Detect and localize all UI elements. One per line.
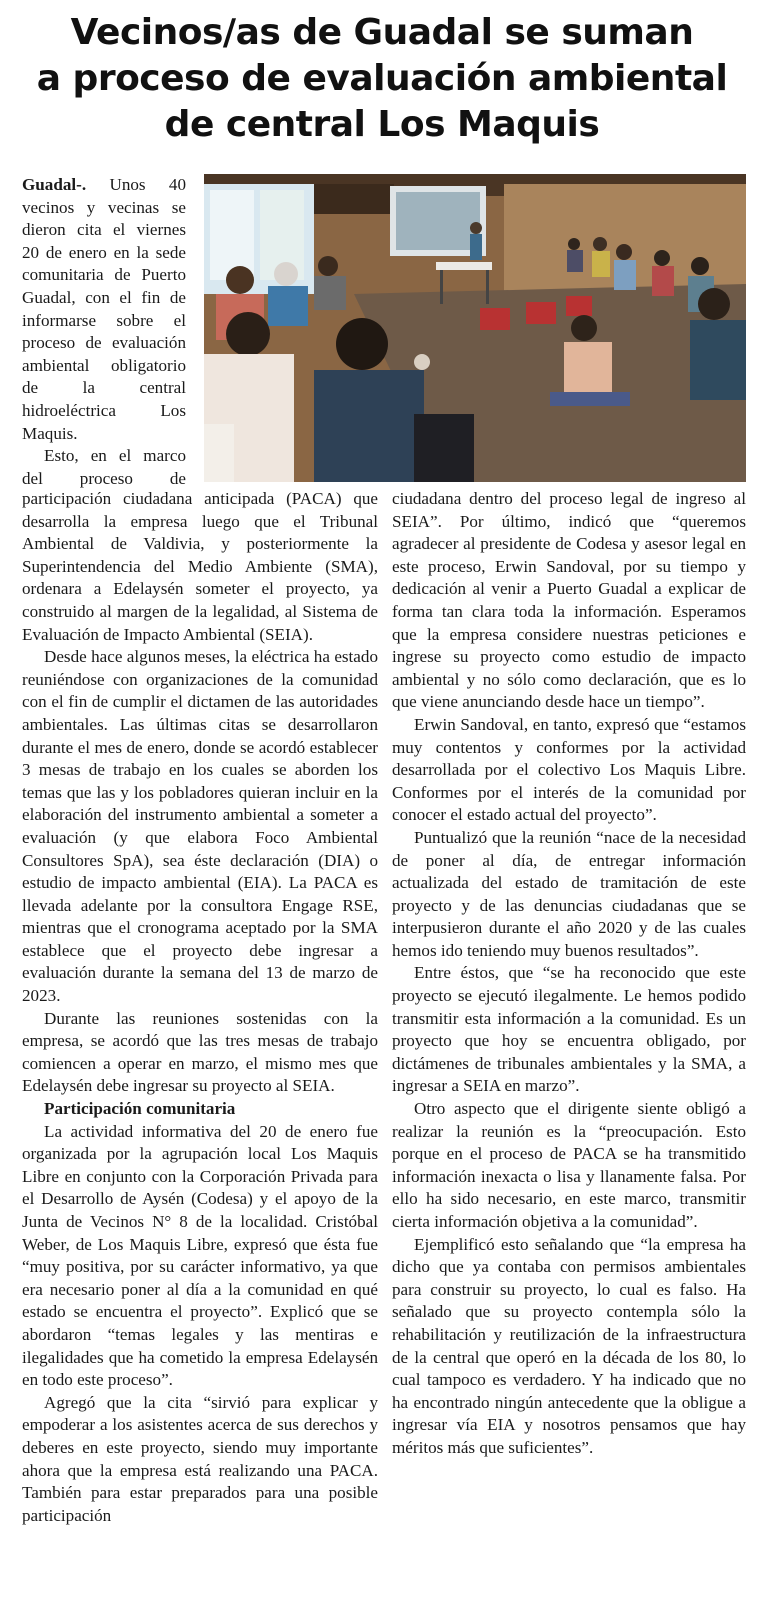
left-column <box>22 488 378 1527</box>
headline-line: a proceso de evaluación ambiental <box>36 58 728 99</box>
paragraph: ciudadana dentro del proceso legal de ingreso al SEIA”. Por último, indicó que “queremos agradecer al presidente de Codesa y asesor legal en este proceso, Erwin Sandoval, por su tiempo y dedicación al venir a Puerto Guadal a explicar de forma tan clara toda la información. Esperamos que la empresa considere nuestras peticiones e ingrese su proyecto como estudio de impacto ambiental y no sólo como declaración, que es lo que viene anunciando desde hace un tiempo”. <box>392 489 746 712</box>
paragraph: participación ciudadana anticipada (PACA) que desarrolla la empresa luego que el Tribunal Ambiental de Valdivia, y posteriormente la Superintendencia del Medio Ambiente (SMA), ordenara a Edelaysén someter el proyecto, ya construido al margen de la legalidad, al Sistema de Evaluación de Impacto Ambiental (SEIA). <box>22 489 378 644</box>
right-column <box>392 488 746 1460</box>
paragraph: Ejemplificó esto señalando que “la empresa ha dicho que ya contaba con permisos ambientales para construir su proyecto, lo cual es falso. Ha señalado que su proyecto contempla sólo la rehabilitación y reutilización de la infraestructura de la central que operó en la década de los 80, lo cual tampoco es verdadero. Y ha indicado que no ha encontrado ningún antecedente que la obligue a ingresar vía EIA y nosotros pensamos que hay méritos más que suficientes”. <box>392 1234 746 1457</box>
headline-line: Vecinos/as de Guadal se suman <box>70 12 694 53</box>
meeting-photo-illustration <box>204 174 746 482</box>
paragraph: Agregó que la cita “sirvió para explicar y empoderar a los asistentes acerca de sus derechos y deberes en este proyecto, siendo muy importante ahora que la empresa está realizando una PACA. También para estar preparados para una posible participación <box>22 1392 378 1525</box>
paragraph: Puntualizó que la reunión “nace de la necesidad de poner al día, de entregar información actualizada del estado de tramitación de este proyecto y de las denuncias ciudadanas que se interpusieron durante el año 2020 y de las cuales hemos ido teniendo muy buenos resultados”. <box>392 827 746 960</box>
subheading: Participación comunitaria <box>44 1099 236 1119</box>
lead-paragraph-text: Unos 40 vecinos y vecinas se dieron cita el viernes 20 de enero en la sede comunitaria de Puerto Guadal, con el fin de informarse sobre el proceso de evaluación ambiental obligatorio de la central hidroeléctrica Los Maquis. <box>22 175 186 443</box>
meeting-photo <box>204 174 746 482</box>
dateline: Guadal-. <box>22 175 87 194</box>
headline <box>14 10 750 148</box>
paragraph: La actividad informativa del 20 de enero fue organizada por la agrupación local Los Maquis Libre en conjunto con la Corporación Privada para el Desarrollo de Aysén (Codesa) y el apoyo de la Junta de Vecinos N° 8 de la localidad. Cristóbal Weber, de Los Maquis Libre, expresó que ésta fue “muy positiva, por su carácter informativo, ya que era necesario poner al día a la comunidad en qué estado se encuentra el proyecto”. Explicó que se abordaron “temas legales y las mentiras e ilegalidades que ha cometido la empresa Edelaysén en todo este proceso”. <box>22 1121 378 1390</box>
paragraph: Desde hace algunos meses, la eléctrica ha estado reuniéndose con organizaciones de la comunidad con el fin de cumplir el dictamen de las autoridades ambientales. Las últimas citas se desarrollaron durante el mes de enero, donde se acordó establecer 3 mesas de trabajo en los cuales se aborden los temas que las y los pobladores quieran incluir en la elaboración del instrumento ambiental a someter a evaluación (y que elabora Foco Ambiental Consultores SpA), sea éste declaración (DIA) o estudio de impacto ambiental (EIA). La PACA es llevada adelante por la consultora Engage RSE, mientras que el cronograma aceptado por la SMA establece que el proyecto debe ingresar a evaluación durante la semana del 13 de marzo de 2023. <box>22 647 378 1006</box>
paragraph: Erwin Sandoval, en tanto, expresó que “estamos muy contentos y conformes por la actividad desarrollada por el colectivo Los Maquis Libre. Conformes por el interés de la comunidad por conocer el estado actual del proyecto”. <box>392 714 746 825</box>
lead-paragraph <box>22 174 186 445</box>
headline-line: de central Los Maquis <box>164 104 600 145</box>
paragraph: Entre éstos, que “se ha reconocido que este proyecto se ejecutó ilegalmente. Le hemos podido transmitir esta información a la comunidad. Es un proyecto que hoy se encuentra obligado, por dictámenes de tribunales ambientales y la SMA, a ingresar a SEIA en marzo”. <box>392 963 746 1096</box>
paragraph: Durante las reuniones sostenidas con la empresa, se acordó que las tres mesas de trabajo comiencen a operar en marzo, el mismo mes que Edelaysén debe ingresar su proyecto al SEIA. <box>22 1008 378 1096</box>
paragraph: Otro aspecto que el dirigente siente obligó a realizar la reunión es la “preocupación. Esto porque en el proceso de PACA se ha transmitido información inexacta o lisa y llanamente falsa. Por ello ha sido necesario, en este marco, transmitir cierta información objetiva a la comunidad”. <box>392 1099 746 1231</box>
lead-paragraph-2: Esto, en el marco del proceso de <box>22 446 186 488</box>
lead-column <box>22 174 186 490</box>
